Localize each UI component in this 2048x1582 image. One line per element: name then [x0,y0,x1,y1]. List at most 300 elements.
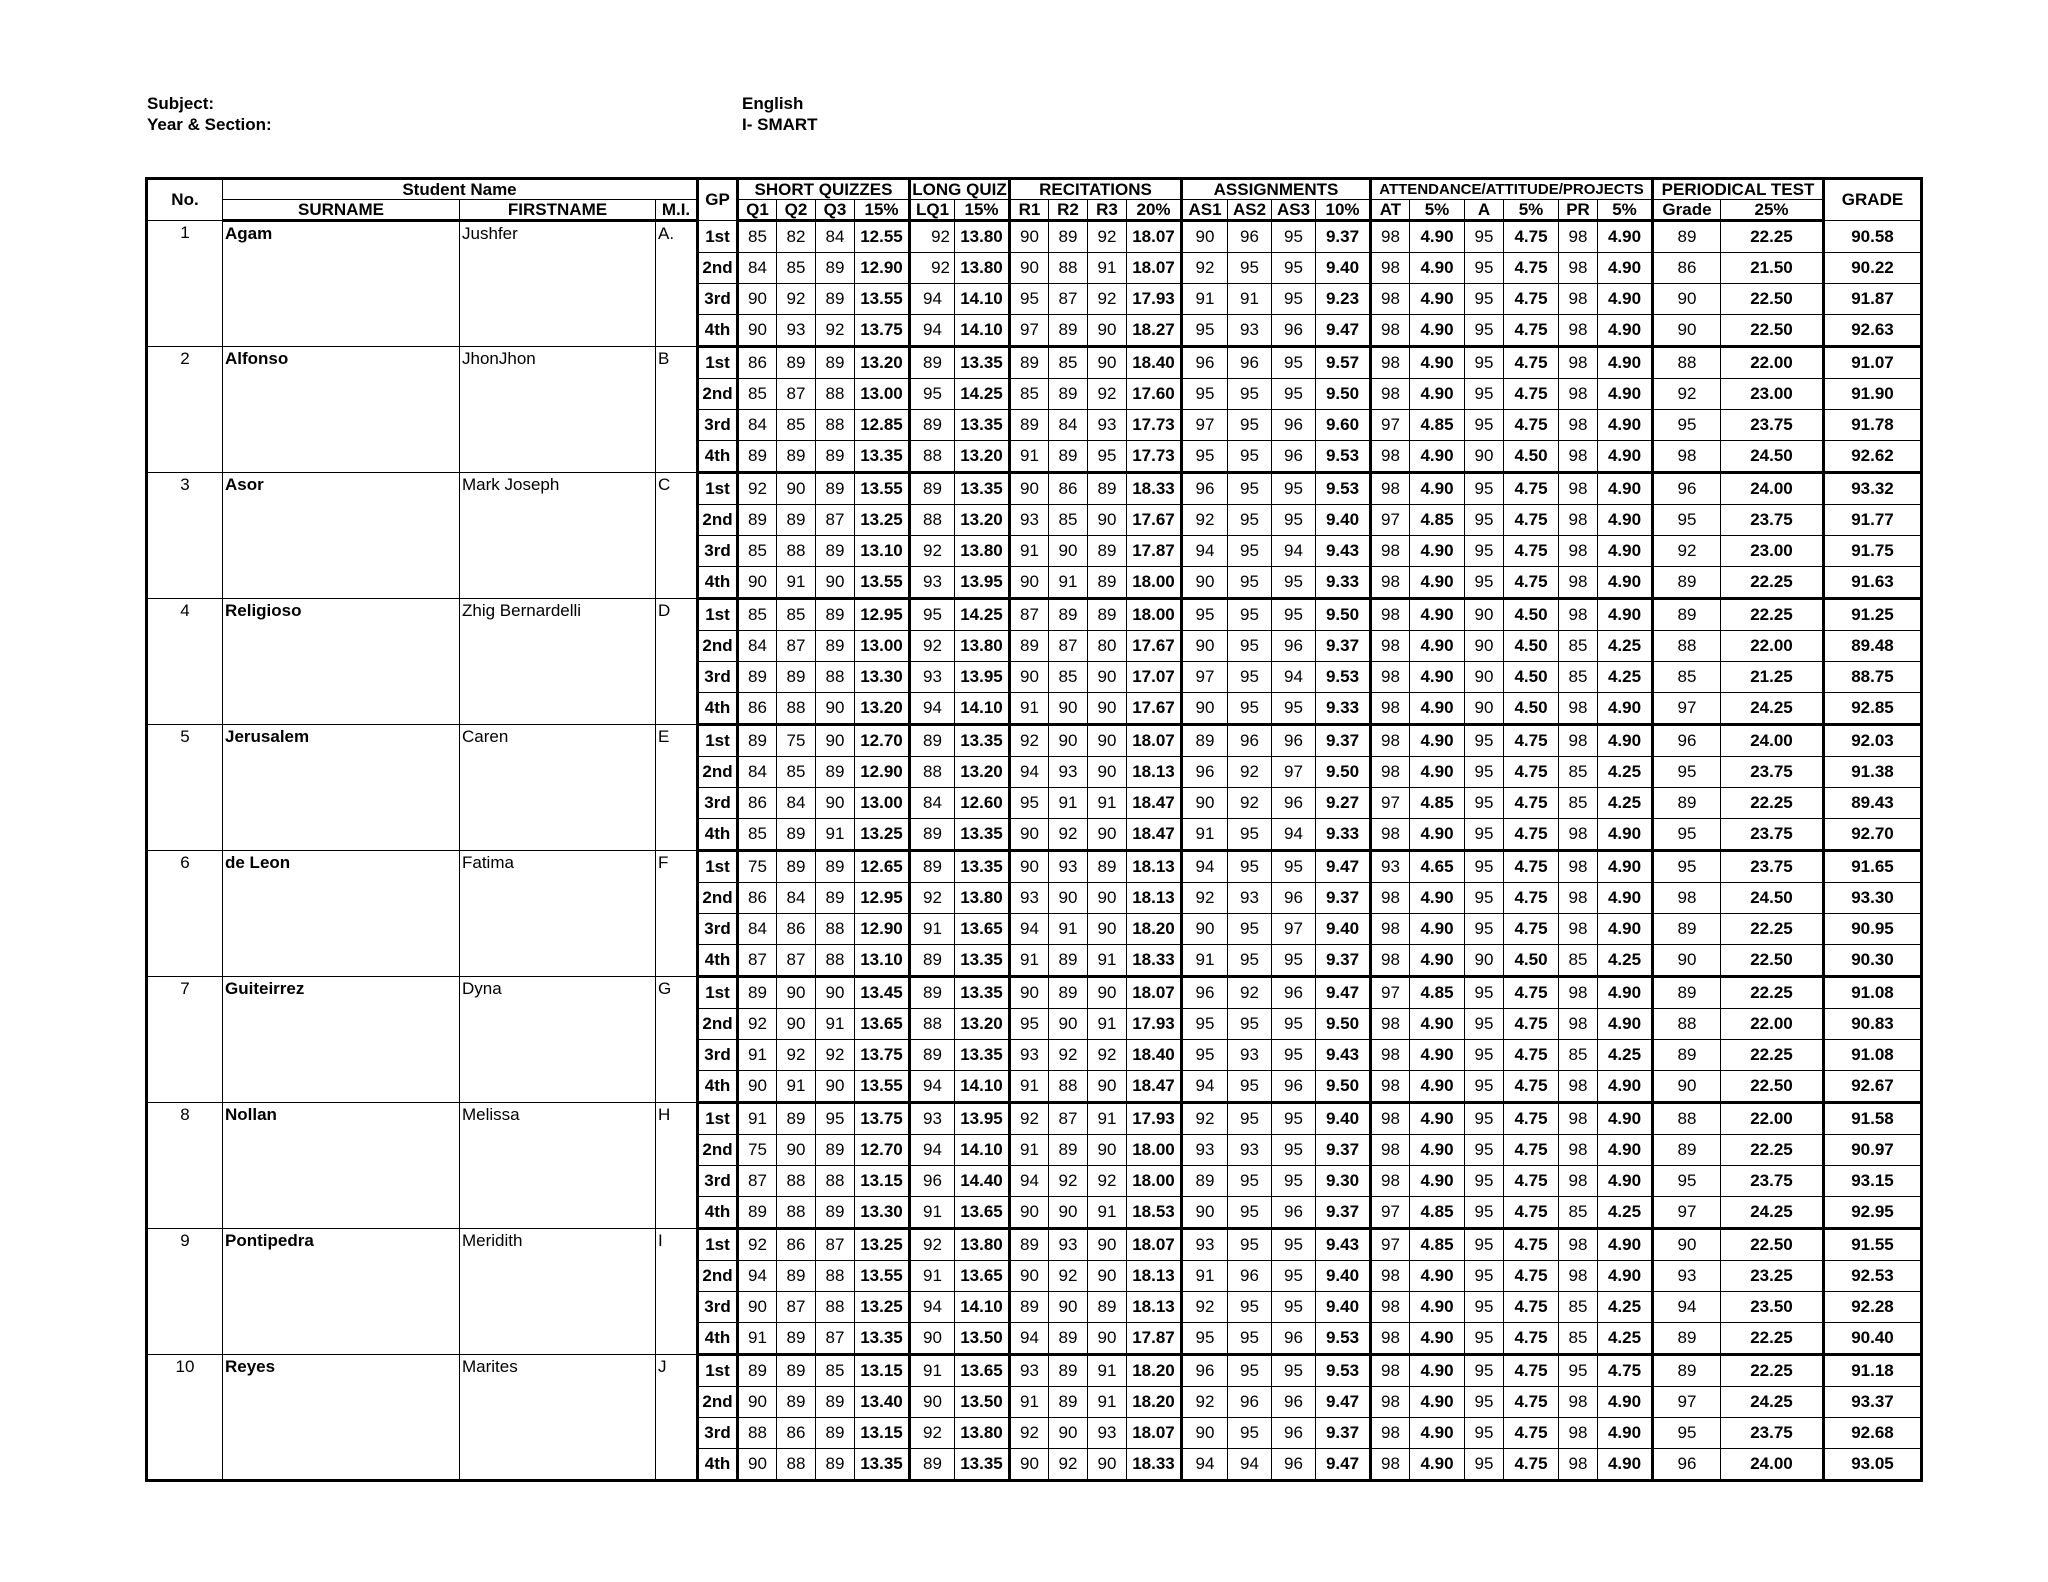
score-cell: 89 [1049,1387,1088,1418]
score-cell: 95 [1465,977,1504,1009]
score-cell: 89 [738,505,777,536]
score-cell: 13.15 [855,1166,910,1197]
student-mi: D [656,599,698,725]
score-cell: 90 [1049,725,1088,757]
score-cell: 13.80 [955,1418,1010,1449]
score-cell: 89 [777,505,816,536]
score-cell: 96 [1272,631,1316,662]
score-cell: 9.53 [1316,441,1371,473]
score-cell: 95 [1272,567,1316,599]
score-cell: 4.75 [1504,1135,1559,1166]
score-cell: 86 [777,914,816,945]
score-cell: 4.90 [1410,347,1465,379]
student-surname: de Leon [223,851,460,977]
score-cell: 95 [1272,347,1316,379]
group-attendance: ATTENDANCE/ATTITUDE/PROJECTS [1371,179,1653,200]
score-cell: 93 [1010,1040,1049,1071]
score-cell: 98 [1371,473,1410,505]
score-cell: 98 [1371,221,1410,253]
score-cell: 84 [738,410,777,441]
score-cell: 85 [1559,788,1598,819]
score-cell: 95 [1653,410,1721,441]
score-cell: 89 [1653,567,1721,599]
score-cell: 98 [1559,253,1598,284]
score-cell: 13.20 [955,505,1010,536]
score-cell: 95 [1182,1323,1228,1355]
score-cell: 84 [738,914,777,945]
score-cell: 13.45 [855,977,910,1009]
grading-period-cell: 4th [698,945,738,977]
score-cell: 86 [777,1229,816,1261]
score-cell: 95 [1465,1166,1504,1197]
score-cell: 4.75 [1504,505,1559,536]
score-cell: 95 [1465,883,1504,914]
score-cell: 4.75 [1504,1387,1559,1418]
score-cell: 98 [1559,505,1598,536]
score-cell: 95 [1228,567,1272,599]
student-number: 5 [147,725,223,851]
score-cell: 92 [1228,977,1272,1009]
score-cell: 94 [1182,851,1228,883]
score-cell: 91 [816,1009,855,1040]
final-grade-cell: 91.55 [1824,1229,1922,1261]
score-cell: 92 [1010,1418,1049,1449]
group-student-name: Student Name [223,179,698,200]
score-cell: 93 [1228,315,1272,347]
score-cell: 84 [910,788,955,819]
group-periodical-test: PERIODICAL TEST [1653,179,1824,200]
score-cell: 91 [1010,441,1049,473]
col-r2: R2 [1049,200,1088,221]
score-cell: 89 [1653,1135,1721,1166]
score-cell: 92 [1182,1387,1228,1418]
score-cell: 89 [910,1040,955,1071]
score-cell: 89 [816,253,855,284]
table-header [147,179,1922,221]
score-cell: 4.75 [1504,757,1559,788]
final-grade-cell: 93.15 [1824,1166,1922,1197]
score-cell: 90 [1088,1229,1127,1261]
score-cell: 95 [1228,473,1272,505]
score-cell: 91 [777,1071,816,1103]
score-cell: 94 [1182,1449,1228,1481]
score-cell: 4.75 [1504,1040,1559,1071]
final-grade-cell: 91.25 [1824,599,1922,631]
final-grade-cell: 93.30 [1824,883,1922,914]
score-cell: 4.75 [1504,725,1559,757]
score-cell: 92 [1228,788,1272,819]
col-as1: AS1 [1182,200,1228,221]
student-number: 1 [147,221,223,347]
score-cell: 22.50 [1721,945,1824,977]
score-cell: 92 [1049,1261,1088,1292]
score-cell: 12.70 [855,725,910,757]
score-cell: 98 [1371,1292,1410,1323]
score-cell: 9.50 [1316,757,1371,788]
score-cell: 88 [910,1009,955,1040]
score-cell: 87 [738,1166,777,1197]
score-cell: 9.40 [1316,1292,1371,1323]
score-cell: 12.95 [855,883,910,914]
score-cell: 89 [910,725,955,757]
score-cell: 85 [777,757,816,788]
score-cell: 89 [1049,599,1088,631]
score-cell: 89 [1653,914,1721,945]
score-cell: 90 [1088,662,1127,693]
score-cell: 4.90 [1598,536,1653,567]
score-cell: 91 [1088,1103,1127,1135]
score-cell: 18.47 [1127,819,1182,851]
col-pr: PR [1559,200,1598,221]
score-cell: 13.75 [855,1040,910,1071]
score-cell: 98 [1559,977,1598,1009]
score-cell: 4.90 [1598,253,1653,284]
score-cell: 84 [777,883,816,914]
score-cell: 89 [1010,1229,1049,1261]
score-cell: 90 [816,1071,855,1103]
score-cell: 9.50 [1316,1071,1371,1103]
table-row [147,221,1922,253]
col-grade: GRADE [1824,179,1922,221]
score-cell: 9.37 [1316,1197,1371,1229]
score-cell: 17.73 [1127,441,1182,473]
score-cell: 92 [1088,221,1127,253]
table-body [147,221,1922,1481]
score-cell: 86 [1653,253,1721,284]
score-cell: 95 [1272,221,1316,253]
score-cell: 90 [1653,1229,1721,1261]
score-cell: 95 [1272,1261,1316,1292]
student-number: 2 [147,347,223,473]
final-grade-cell: 91.87 [1824,284,1922,315]
score-cell: 85 [738,819,777,851]
student-surname: Pontipedra [223,1229,460,1355]
score-cell: 90 [1182,221,1228,253]
score-cell: 95 [1465,315,1504,347]
score-cell: 89 [910,347,955,379]
score-cell: 4.90 [1598,914,1653,945]
score-cell: 89 [816,347,855,379]
score-cell: 90 [1010,851,1049,883]
score-cell: 17.93 [1127,1009,1182,1040]
score-cell: 87 [738,945,777,977]
score-cell: 89 [1010,347,1049,379]
col-as2: AS2 [1228,200,1272,221]
score-cell: 22.00 [1721,1009,1824,1040]
score-cell: 90 [1010,662,1049,693]
score-cell: 13.00 [855,631,910,662]
score-cell: 95 [1465,379,1504,410]
grading-period-cell: 1st [698,725,738,757]
score-cell: 98 [1559,599,1598,631]
student-number: 3 [147,473,223,599]
score-cell: 9.40 [1316,505,1371,536]
score-cell: 94 [1010,914,1049,945]
score-cell: 18.13 [1127,757,1182,788]
score-cell: 89 [1010,410,1049,441]
score-cell: 98 [1559,883,1598,914]
score-cell: 92 [1010,1103,1049,1135]
score-cell: 4.90 [1598,505,1653,536]
score-cell: 91 [738,1323,777,1355]
score-cell: 13.20 [855,693,910,725]
student-firstname: Caren [460,725,656,851]
score-cell: 91 [1228,284,1272,315]
score-cell: 95 [1465,851,1504,883]
score-cell: 12.70 [855,1135,910,1166]
score-cell: 14.10 [955,284,1010,315]
score-cell: 95 [1465,284,1504,315]
score-cell: 18.13 [1127,1292,1182,1323]
score-cell: 96 [1272,1449,1316,1481]
score-cell: 95 [1272,1009,1316,1040]
grading-period-cell: 2nd [698,631,738,662]
score-cell: 4.90 [1598,284,1653,315]
score-cell: 89 [816,1418,855,1449]
score-cell: 4.75 [1504,221,1559,253]
score-cell: 89 [1653,221,1721,253]
score-cell: 96 [1182,1355,1228,1387]
score-cell: 89 [1653,1355,1721,1387]
score-cell: 85 [1559,945,1598,977]
score-cell: 90 [1049,536,1088,567]
score-cell: 13.35 [955,473,1010,505]
score-cell: 4.90 [1598,441,1653,473]
score-cell: 18.13 [1127,851,1182,883]
score-cell: 22.25 [1721,1323,1824,1355]
score-cell: 4.90 [1410,631,1465,662]
score-cell: 18.20 [1127,1387,1182,1418]
score-cell: 90 [816,693,855,725]
score-cell: 90 [1465,662,1504,693]
score-cell: 9.40 [1316,1103,1371,1135]
score-cell: 89 [1049,945,1088,977]
col-lq1: LQ1 [910,200,955,221]
score-cell: 4.90 [1598,693,1653,725]
grading-period-cell: 1st [698,221,738,253]
score-cell: 95 [1465,1261,1504,1292]
final-grade-cell: 90.22 [1824,253,1922,284]
score-cell: 22.25 [1721,567,1824,599]
score-cell: 95 [1228,1009,1272,1040]
score-cell: 17.67 [1127,505,1182,536]
score-cell: 9.37 [1316,945,1371,977]
score-cell: 89 [1049,441,1088,473]
score-cell: 90 [1049,883,1088,914]
score-cell: 13.65 [955,1355,1010,1387]
score-cell: 94 [910,1135,955,1166]
score-cell: 9.37 [1316,1418,1371,1449]
score-cell: 4.90 [1598,1418,1653,1449]
score-cell: 13.25 [855,1292,910,1323]
score-cell: 4.90 [1410,567,1465,599]
score-cell: 90 [738,1292,777,1323]
score-cell: 24.50 [1721,883,1824,914]
score-cell: 4.90 [1410,536,1465,567]
score-cell: 4.90 [1598,567,1653,599]
score-cell: 90 [1465,441,1504,473]
score-cell: 98 [1371,1009,1410,1040]
student-mi: C [656,473,698,599]
score-cell: 4.90 [1598,883,1653,914]
score-cell: 89 [1088,599,1127,631]
score-cell: 22.50 [1721,284,1824,315]
score-cell: 90 [816,977,855,1009]
score-cell: 9.50 [1316,599,1371,631]
score-cell: 13.00 [855,379,910,410]
score-cell: 4.90 [1410,1261,1465,1292]
score-cell: 91 [1182,1261,1228,1292]
score-cell: 17.67 [1127,631,1182,662]
score-cell: 90 [1010,1261,1049,1292]
final-grade-cell: 88.75 [1824,662,1922,693]
score-cell: 18.27 [1127,315,1182,347]
student-mi: A. [656,221,698,347]
score-cell: 9.43 [1316,1229,1371,1261]
final-grade-cell: 92.63 [1824,315,1922,347]
score-cell: 18.13 [1127,1261,1182,1292]
score-cell: 13.15 [855,1418,910,1449]
score-cell: 97 [1182,410,1228,441]
score-cell: 13.95 [955,662,1010,693]
score-cell: 9.53 [1316,473,1371,505]
score-cell: 90 [1088,347,1127,379]
score-cell: 4.75 [1504,883,1559,914]
score-cell: 98 [1559,379,1598,410]
score-cell: 4.90 [1410,1135,1465,1166]
col-pt-25pct: 25% [1721,200,1824,221]
score-cell: 96 [1182,473,1228,505]
score-cell: 90 [816,788,855,819]
score-cell: 98 [1371,914,1410,945]
score-cell: 95 [1465,1009,1504,1040]
score-cell: 13.65 [955,914,1010,945]
score-cell: 88 [777,1166,816,1197]
score-cell: 98 [1559,1229,1598,1261]
score-cell: 91 [1049,567,1088,599]
score-cell: 96 [1272,410,1316,441]
score-cell: 86 [738,788,777,819]
score-cell: 85 [1559,662,1598,693]
final-grade-cell: 92.85 [1824,693,1922,725]
score-cell: 4.90 [1598,1166,1653,1197]
score-cell: 92 [1182,505,1228,536]
final-grade-cell: 91.07 [1824,347,1922,379]
score-cell: 89 [777,347,816,379]
score-cell: 96 [1272,1197,1316,1229]
score-cell: 95 [1228,1292,1272,1323]
score-cell: 95 [1228,1355,1272,1387]
group-long-quiz: LONG QUIZ [910,179,1010,200]
score-cell: 4.25 [1598,1040,1653,1071]
score-cell: 4.75 [1504,1197,1559,1229]
score-cell: 9.37 [1316,221,1371,253]
score-cell: 85 [1653,662,1721,693]
score-cell: 92 [1049,1449,1088,1481]
grading-period-cell: 1st [698,1103,738,1135]
grading-period-cell: 1st [698,599,738,631]
score-cell: 75 [738,1135,777,1166]
score-cell: 14.25 [955,379,1010,410]
score-cell: 18.33 [1127,473,1182,505]
score-cell: 4.75 [1504,379,1559,410]
score-cell: 89 [910,945,955,977]
score-cell: 88 [777,693,816,725]
score-cell: 89 [738,1355,777,1387]
score-cell: 4.75 [1504,1103,1559,1135]
score-cell: 97 [1653,1197,1721,1229]
score-cell: 93 [1228,1135,1272,1166]
score-cell: 96 [1228,1261,1272,1292]
score-cell: 17.93 [1127,1103,1182,1135]
final-grade-cell: 91.63 [1824,567,1922,599]
score-cell: 80 [1088,631,1127,662]
score-cell: 13.95 [955,1103,1010,1135]
score-cell: 90 [1049,1418,1088,1449]
score-cell: 93 [777,315,816,347]
score-cell: 95 [1272,1103,1316,1135]
score-cell: 23.00 [1721,379,1824,410]
score-cell: 93 [910,567,955,599]
score-cell: 75 [777,725,816,757]
score-cell: 95 [1465,253,1504,284]
score-cell: 4.25 [1598,1197,1653,1229]
score-cell: 18.07 [1127,1229,1182,1261]
score-cell: 95 [1465,725,1504,757]
score-cell: 90 [738,1449,777,1481]
score-cell: 13.80 [955,221,1010,253]
score-cell: 87 [1049,284,1088,315]
score-cell: 98 [1371,599,1410,631]
score-cell: 4.90 [1410,315,1465,347]
score-cell: 96 [1272,883,1316,914]
score-cell: 87 [1049,1103,1088,1135]
score-cell: 95 [1465,1197,1504,1229]
score-cell: 93 [1010,1355,1049,1387]
score-cell: 12.60 [955,788,1010,819]
group-assignments: ASSIGNMENTS [1182,179,1371,200]
score-cell: 95 [1465,1355,1504,1387]
score-cell: 17.87 [1127,1323,1182,1355]
score-cell: 86 [777,1418,816,1449]
score-cell: 87 [816,1323,855,1355]
col-q1: Q1 [738,200,777,221]
score-cell: 89 [738,977,777,1009]
score-cell: 4.75 [1504,1292,1559,1323]
score-cell: 88 [777,1197,816,1229]
score-cell: 4.25 [1598,1292,1653,1323]
score-cell: 90 [777,1135,816,1166]
score-cell: 88 [1653,1009,1721,1040]
score-cell: 98 [1371,253,1410,284]
score-cell: 90 [1653,284,1721,315]
score-cell: 95 [1465,819,1504,851]
score-cell: 4.90 [1598,1103,1653,1135]
score-cell: 84 [1049,410,1088,441]
table-row [147,977,1922,1009]
grading-period-cell: 1st [698,977,738,1009]
table-row [147,1229,1922,1261]
score-cell: 4.90 [1410,1166,1465,1197]
score-cell: 12.65 [855,851,910,883]
score-cell: 90 [1653,1071,1721,1103]
score-cell: 13.15 [855,1355,910,1387]
score-cell: 23.75 [1721,1418,1824,1449]
score-cell: 87 [777,631,816,662]
score-cell: 97 [1371,788,1410,819]
col-sq-15pct: 15% [855,200,910,221]
score-cell: 89 [816,1135,855,1166]
